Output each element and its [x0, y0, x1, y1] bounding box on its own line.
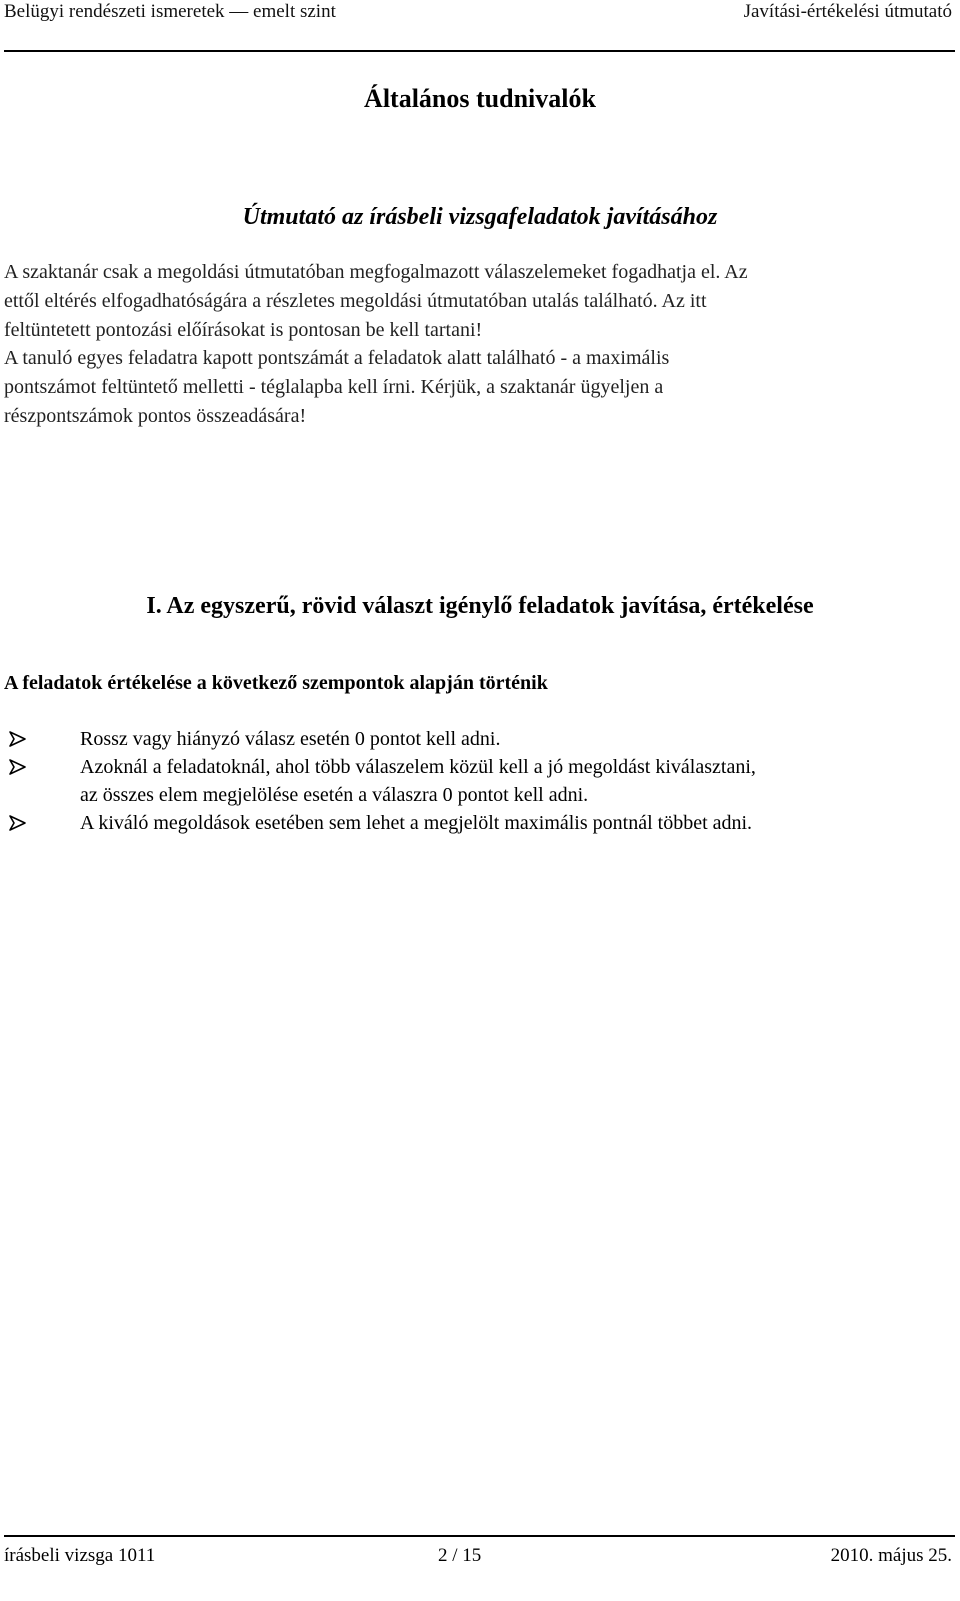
header-left-text: Belügyi rendészeti ismeretek — emelt szint: [4, 1, 336, 22]
footer-date: 2010. május 25.: [830, 1545, 952, 1566]
header-divider: [4, 50, 955, 52]
page-subtitle: Útmutató az írásbeli vizsgafeladatok javításához: [242, 204, 718, 230]
list-item: [4, 753, 954, 809]
paragraph-1-line: feltüntetett pontozási előírásokat is pontosan be kell tartani!: [4, 319, 483, 341]
list-item-text: Azoknál a feladatoknál, ahol több válaszelem közül kell a jó megoldást kiválasztani,: [80, 756, 756, 778]
list-item: [4, 725, 954, 753]
list-item-text: Rossz vagy hiányzó válasz esetén 0 pontot kell adni.: [80, 728, 501, 750]
list-item-text: A kiváló megoldások esetében sem lehet a megjelölt maximális pontnál többet adni.: [80, 812, 753, 834]
footer-exam-code: írásbeli vizsga 1011: [4, 1545, 156, 1566]
criteria-heading: A feladatok értékelése a következő szempontok alapján történik: [4, 672, 548, 694]
header-right-text: Javítási-értékelési útmutató: [743, 1, 952, 22]
arrowhead-bullet-icon: [8, 725, 28, 753]
paragraph-1-line: A szaktanár csak a megoldási útmutatóban megfogalmazott válaszelemeket fogadhatja el. Az: [4, 261, 748, 283]
paragraph-2-line: pontszámot feltüntető melletti - téglalapba kell írni. Kérjük, a szaktanár ügyeljen a: [4, 376, 664, 398]
paragraph-1-line: ettől eltérés elfogadhatóságára a részletes megoldási útmutatóban utalás található. Az itt: [4, 290, 707, 312]
arrowhead-bullet-icon: [8, 753, 28, 781]
paragraph-2: [4, 344, 954, 431]
footer-page-number: 2 / 15: [438, 1545, 482, 1566]
paragraph-1: [4, 258, 954, 345]
page-title: Általános tudnivalók: [364, 84, 596, 113]
section-title: I. Az egyszerű, rövid választ igénylő feladatok javítása, értékelése: [146, 593, 814, 619]
paragraph-2-line: A tanuló egyes feladatra kapott pontszámát a feladatok alatt található - a maximális: [4, 347, 670, 369]
list-item: [4, 809, 954, 837]
footer-divider: [4, 1535, 955, 1537]
list-item-text-continued: az összes elem megjelölése esetén a válaszra 0 pontot kell adni.: [80, 784, 589, 806]
criteria-list: [4, 725, 954, 837]
paragraph-2-line: részpontszámok pontos összeadására!: [4, 405, 307, 427]
arrowhead-bullet-icon: [8, 809, 28, 837]
